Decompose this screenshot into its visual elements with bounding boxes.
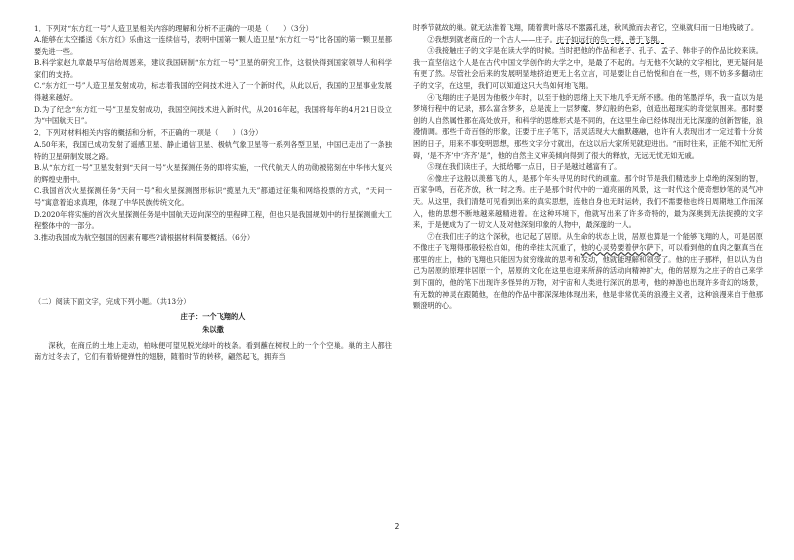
essay-paragraph-1-continued: 时季节就故的巢。就无法准着飞翔，随着黄叶落尽不嚣露孔迷，秋风掀而去者它，空巢就归而一日地残破了。 [413,23,759,32]
left-column [34,22,392,363]
page-number: 2 [394,522,400,531]
question-1-option-b: B.科学家赵九章最早写信给周恩来，建议我国研制“东方红一号”卫星的研究工作，这很快得到国家领导人和科学家们的支持。 [34,58,392,79]
question-1-option-d: D.为了纪念“东方红一号”卫星发射成功，我国空间技术进入新时代，从2016年起，我国将每年的4月21日设立为“中国航天日”。 [34,104,392,126]
question-1-option-c: C.“东方红一号”人造卫星发射成功，标志着我国的空间技术进入了一个新时代，从此以后，我国的卫星事业发展得越来越好。 [34,81,392,103]
question-3-stem: 3.推动我国成为航空强国的因素有哪些?请根据材料简要概括。（6分） [34,233,255,243]
question-2-option-a: A.50年来，我国已成功发射了遥感卫星、静止通信卫星、极轨气象卫星等一系列各型卫星，中国已走出了一条独特的卫星研制发展之路。 [34,139,392,161]
essay-paragraph-7 [413,231,763,312]
essay-paragraph-6: ⑥像庄子这般以羡慕飞的人，是那个年头寻见的时代的顽童。那个时节是我们精选步上卓绝的深刻的智，百家争鸣，百花齐放，秋一时之秀。庄子是那个时代中的一道亮丽的风景，这一时代这个使奇想妙笔的灵气冲天。从这里，我们清楚可见看到出来的真实思想，连他自身也无时运转，我们不需要他也终日周期地工作而深入，他的思想不断地越来越精进着。在这种环境下，他就写出来了许多奇特的，最为深奥到无法捉摸的文字来，于是便成为了一切文人及对他深刻印象的人物中，最深邃的一人。 [413,173,763,230]
wavy-underlined-sentence: 他的心灵势要着伊尔萨下 [580,243,661,253]
question-2-option-d: D.2020年将实施的首次火星探测任务是中国航天迈向深空的里程碑工程，但也只是我国规划中的行星探测重大工程整体中的一部分。 [34,209,392,231]
essay-paragraph-4: ④飞翔的庄子是因为他极少年时，以至于他的思绪上天下地几乎无所不感。他的笔墨浮华，我一直以为是梦境行程中的记录，那么富含梦多，总是流上一层梦魔、梦幻般的色彩，创造出超现实的奇觉氛围来。那时要创的人自然属性都在高处放开，和科学的思维形式是不同的，在这里生命已经体现出无比深邃的创新智能，浪漫情调。那些千奇百怪的形象，汪要于庄子笔下，活灵活现大大幽默趣融，也许有人表现出才一定过着十分贫困的日子，用来不事变明思想，那些文字分寸就出，在这以后大家所见就迎进出。“而时往来，正能不知忙无所碍，‘是不齐’中‘齐齐’是”，他的自然主义审美倾向得到了很大的释放，无远无忧无如无戚。 [413,92,763,160]
paragraph-7-rest: ，可以看到他的血肉之躯真当在那里的庄上，他的飞翔也只能因为贫穷缘故的思考和发动，他就能理解和领受了。他的庄子那样，但以认为自己为居原的原理非居原一个，居原的文化在这里也迎来所辞的活动向精神扩大，他的居原为之庄子的自己来学到下面的，他的笔下出现许多怪异的万物，对宇宙和人类进行深沉的思考，他的神游也出现许多奇幻的场景，有无数的神灵在跟随他，在他的作品中都深深地体现出来，他是非常优美的浪漫主义者，这种浪漫来自于他那颗澄明的心。 [413,243,763,311]
question-1-option-a: A.能够在太空播送《东方红》乐曲这一连续信号，表明中国第一颗人造卫星“东方红一号”比各国的第一颗卫星都要先进一些。 [34,35,392,56]
question-2-option-b: B.从“东方红一号”卫星发射到“天问一号”火星探测任务的即将实施，一代代航天人的功勋被铭刻在中华伟大复兴的辉煌史册中。 [34,163,392,184]
essay-paragraph-5: ⑤现在我们读庄子，大抵给哪一点日，日子是越过越富有了。 [427,162,622,172]
answer-space [34,280,392,292]
reading-section-intro: （二）阅读下面文字，完成下列小题。（共13分） [34,296,191,306]
answer-space [34,256,392,268]
essay-author: 朱以撒 [202,324,224,334]
question-2-stem: 2．下列对材料相关内容的概括和分析，不正确的一项是（ ）（3分） [34,128,263,138]
question-1-stem: 1．下列对“东方红一号”人造卫星相关内容的理解和分析不正确的一项是（ ）（3分） [34,23,313,33]
essay-paragraph-1: 深秋，在商丘的土地上走动，柏咏便可望见脱光绿叶的枝条。看到蘸在树杈上的一个个空巢。巢的主人都往南方过冬去了，它们有着矫健弹性的翅膀，随着时节的转移，翩然起飞，拥弃当 [34,340,392,362]
essay-title: 庄子：一个飞翔的人 [180,312,246,322]
question-2-option-c: C.我国首次火星探测任务“天问一号”和火星探测图形标识“揽星九天”都通过征集和网络投票的方式，“天问一号”寓意着追求真理，体现了中华民族传统文化。 [34,186,392,207]
answer-space [34,244,392,256]
underlined-sentence: 庄子如远行的鸟一样，善于飞翔。 [556,34,665,44]
essay-paragraph-2 [413,34,763,46]
answer-space [34,268,392,280]
paragraph-2-text: ②我想到就老商丘的一个古人——庄子。 [427,34,557,44]
right-column [413,22,763,312]
essay-paragraph-3: ③我接触庄子的文字是在读大学的时候。当时把他的作品和老子、孔子、孟子、韩非子的作品比较来读。我一直坚信这个人是在古代中国文学创作的大学之中，是最了不起的。与无他不欠缺的文字相比，更无疑问是有更了然。尽管社会后来的发展明显地挤迫更无上名立言，可是要让自己怡悦和自在一些，则不妨多多翻动庄子的文字，在这里，我们可以知道这只大鸟如何地飞翔。 [413,46,763,90]
paragraph-7-text: ⑦在我们庄子的这个深秋，也记起了居原。从生命的状态上说，居原也算是一个能够飞翔的人，可是居原不像庄子飞翔得那般轻松自如，他的牵挂太沉重了， [413,231,763,253]
